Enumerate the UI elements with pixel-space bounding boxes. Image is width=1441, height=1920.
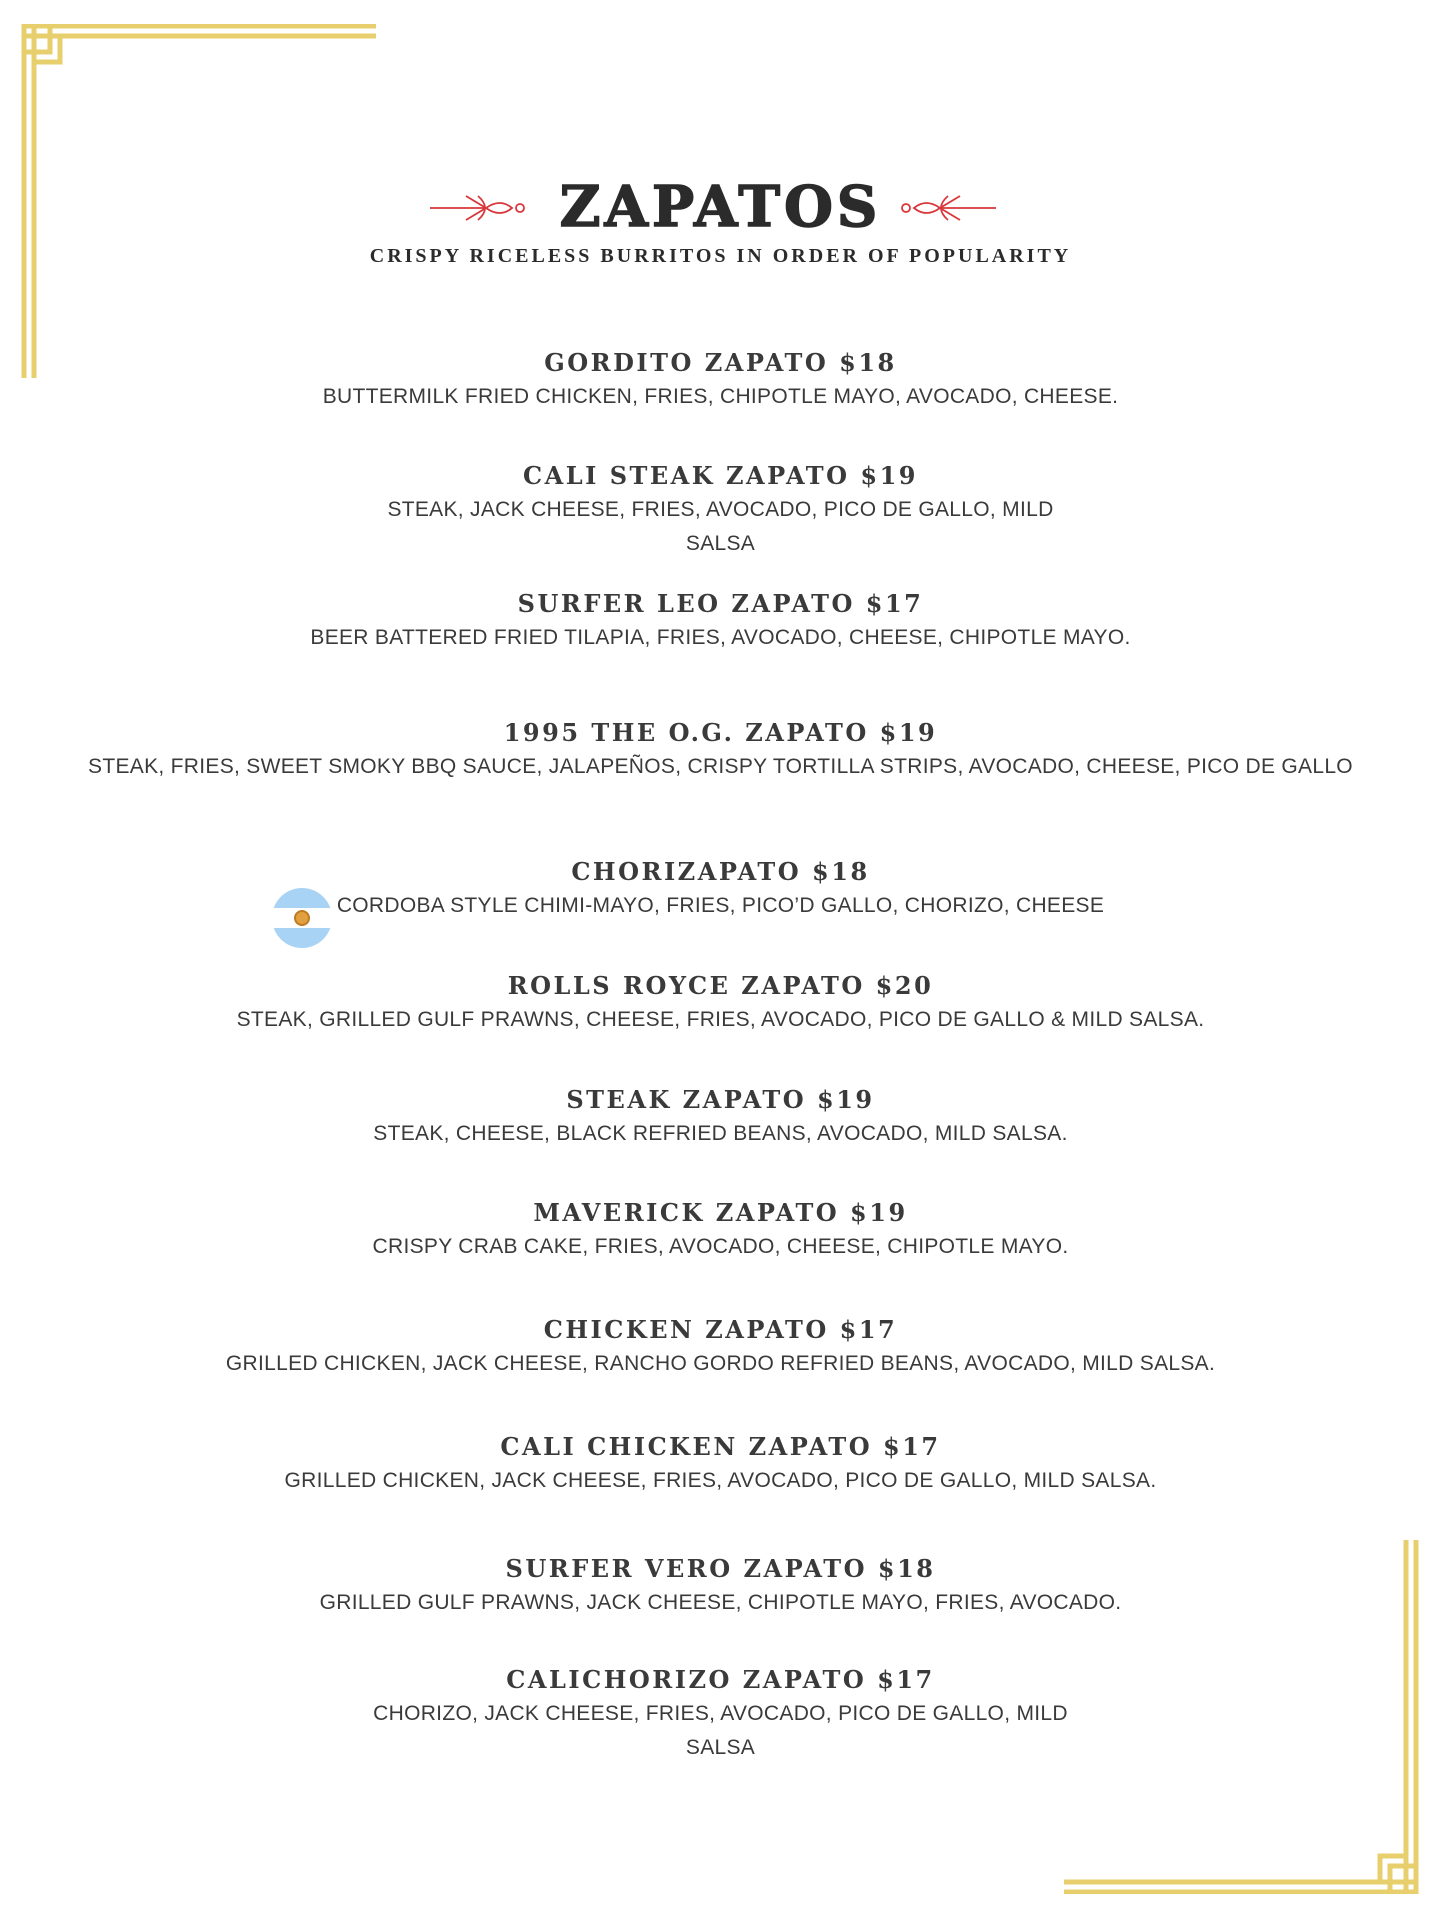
item-description: GRILLED CHICKEN, JACK CHEESE, RANCHO GORDO REFRIED BEANS, AVOCADO, MILD SALSA. xyxy=(225,1352,1216,1375)
item-description: STEAK, GRILLED GULF PRAWNS, CHEESE, FRIES, AVOCADO, PICO DE GALLO & MILD SALSA. xyxy=(236,1008,1205,1031)
menu-header xyxy=(0,168,1441,308)
item-description: GRILLED GULF PRAWNS, JACK CHEESE, CHIPOTLE MAYO, FRIES, AVOCADO. xyxy=(319,1591,1122,1614)
menu-item xyxy=(60,857,1381,923)
item-name: 1995 THE O.G. ZAPATO $19 xyxy=(503,718,938,747)
item-description: CHORIZO, JACK CHEESE, FRIES, AVOCADO, PICO DE GALLO, MILD SALSA xyxy=(373,1702,1068,1759)
item-name: GORDITO ZAPATO $18 xyxy=(544,348,897,377)
item-name: SURFER LEO ZAPATO $17 xyxy=(517,589,924,618)
item-name: MAVERICK ZAPATO $19 xyxy=(533,1198,908,1227)
item-description: GRILLED CHICKEN, JACK CHEESE, FRIES, AVOCADO, PICO DE GALLO, MILD SALSA. xyxy=(284,1469,1157,1492)
item-name: STEAK ZAPATO $19 xyxy=(566,1085,875,1114)
item-name: CHICKEN ZAPATO $17 xyxy=(543,1315,898,1344)
item-description: STEAK, JACK CHEESE, FRIES, AVOCADO, PICO DE GALLO, MILD SALSA xyxy=(387,498,1054,555)
menu-item xyxy=(60,971,1381,1037)
page-title: ZAPATOS xyxy=(559,174,882,240)
item-name: ROLLS ROYCE ZAPATO $20 xyxy=(507,971,934,1000)
item-description: BEER BATTERED FRIED TILAPIA, FRIES, AVOCADO, CHEESE, CHIPOTLE MAYO. xyxy=(310,626,1131,649)
menu-item xyxy=(60,1198,1381,1264)
item-name: CALI CHICKEN ZAPATO $17 xyxy=(500,1432,941,1461)
item-description: CORDOBA STYLE CHIMI-MAYO, FRIES, PICO’D GALLO, CHORIZO, CHEESE xyxy=(336,894,1105,917)
title-row xyxy=(0,168,1441,248)
item-name: CALICHORIZO ZAPATO $17 xyxy=(506,1665,935,1694)
menu-item xyxy=(60,461,1381,561)
menu-item xyxy=(60,348,1381,414)
page-subtitle: CRISPY RICELESS BURRITOS IN ORDER OF POPULARITY xyxy=(369,245,1072,267)
menu-item xyxy=(60,1315,1381,1381)
flourish-right-icon xyxy=(896,190,996,226)
item-description: STEAK, CHEESE, BLACK REFRIED BEANS, AVOCADO, MILD SALSA. xyxy=(373,1122,1068,1145)
menu-item xyxy=(60,1554,1381,1620)
menu-item xyxy=(60,1085,1381,1151)
item-description: STEAK, FRIES, SWEET SMOKY BBQ SAUCE, JALAPEÑOS, CRISPY TORTILLA STRIPS, AVOCADO, CHEESE, PICO DE GALLO xyxy=(88,755,1353,778)
menu-item xyxy=(60,1665,1381,1765)
item-name: CALI STEAK ZAPATO $19 xyxy=(523,461,918,490)
menu-item xyxy=(60,1432,1381,1498)
menu-item xyxy=(60,718,1381,784)
item-description: CRISPY CRAB CAKE, FRIES, AVOCADO, CHEESE, CHIPOTLE MAYO. xyxy=(372,1235,1069,1258)
menu-item xyxy=(60,589,1381,655)
item-description: BUTTERMILK FRIED CHICKEN, FRIES, CHIPOTLE MAYO, AVOCADO, CHEESE. xyxy=(322,385,1119,408)
item-name: CHORIZAPATO $18 xyxy=(571,857,870,886)
item-name: SURFER VERO ZAPATO $18 xyxy=(505,1554,936,1583)
